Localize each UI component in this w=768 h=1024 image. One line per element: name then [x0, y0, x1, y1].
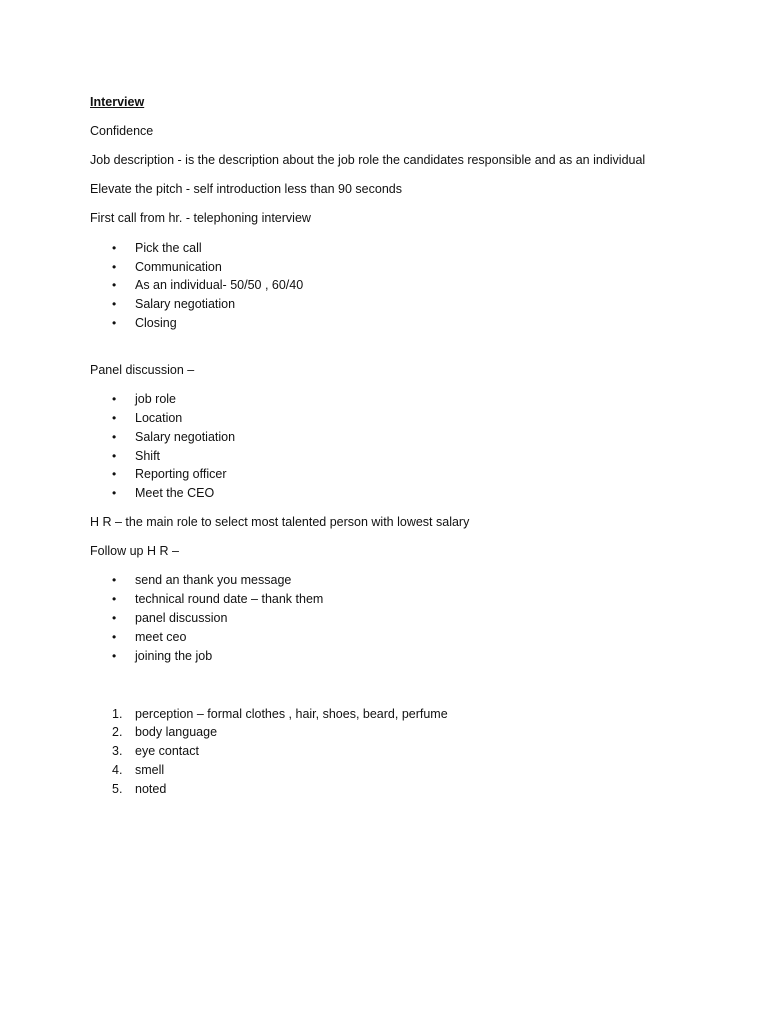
- bullet-icon: •: [112, 573, 117, 587]
- bullet-icon: •: [112, 630, 117, 644]
- bullet-icon: •: [112, 260, 117, 274]
- bullet-icon: •: [112, 486, 117, 500]
- list-item: Closing: [135, 316, 177, 330]
- numbered-list-item: eye contact: [135, 744, 199, 758]
- paragraph-hr-role: H R – the main role to select most talented person with lowest salary: [90, 515, 470, 529]
- bullet-icon: •: [112, 467, 117, 481]
- bullet-icon: •: [112, 241, 117, 255]
- list-item: job role: [135, 392, 176, 406]
- list-number: 4.: [112, 763, 123, 777]
- bullet-icon: •: [112, 392, 117, 406]
- list-item: technical round date – thank them: [135, 592, 324, 606]
- bullet-icon: •: [112, 592, 117, 606]
- list-item: Salary negotiation: [135, 430, 236, 444]
- numbered-list-item: noted: [135, 782, 167, 796]
- list-item: Shift: [135, 449, 161, 463]
- paragraph-job-description: Job description - is the description about the job role the candidates responsible and as an individual: [90, 153, 646, 167]
- paragraph-first-call: First call from hr. - telephoning interview: [90, 211, 311, 225]
- bullet-icon: •: [112, 411, 117, 425]
- paragraph-panel-discussion: Panel discussion –: [90, 363, 195, 377]
- list-item: Pick the call: [135, 241, 202, 255]
- numbered-list-item: body language: [135, 725, 218, 739]
- bullet-icon: •: [112, 649, 117, 663]
- list-item: Salary negotiation: [135, 297, 236, 311]
- paragraph-follow-up: Follow up H R –: [90, 544, 179, 558]
- bullet-icon: •: [112, 611, 117, 625]
- paragraph-confidence: Confidence: [90, 124, 154, 138]
- bullet-icon: •: [112, 316, 117, 330]
- list-number: 2.: [112, 725, 123, 739]
- bullet-icon: •: [112, 278, 117, 292]
- bullet-icon: •: [112, 430, 117, 444]
- list-item: Location: [135, 411, 183, 425]
- list-item: joining the job: [135, 649, 213, 663]
- list-item: Communication: [135, 260, 222, 274]
- numbered-list-item: smell: [135, 763, 165, 777]
- document-title: Interview: [90, 95, 145, 109]
- list-item: Reporting officer: [135, 467, 227, 481]
- list-number: 5.: [112, 782, 123, 796]
- list-number: 1.: [112, 707, 123, 721]
- bullet-icon: •: [112, 449, 117, 463]
- bullet-icon: •: [112, 297, 117, 311]
- list-number: 3.: [112, 744, 123, 758]
- list-item: As an individual- 50/50 , 60/40: [135, 278, 304, 292]
- list-item: Meet the CEO: [135, 486, 215, 500]
- paragraph-elevate-pitch: Elevate the pitch - self introduction less than 90 seconds: [90, 182, 402, 196]
- list-item: panel discussion: [135, 611, 228, 625]
- numbered-list-item: perception – formal clothes , hair, shoes, beard, perfume: [135, 707, 448, 721]
- list-item: meet ceo: [135, 630, 187, 644]
- list-item: send an thank you message: [135, 573, 292, 587]
